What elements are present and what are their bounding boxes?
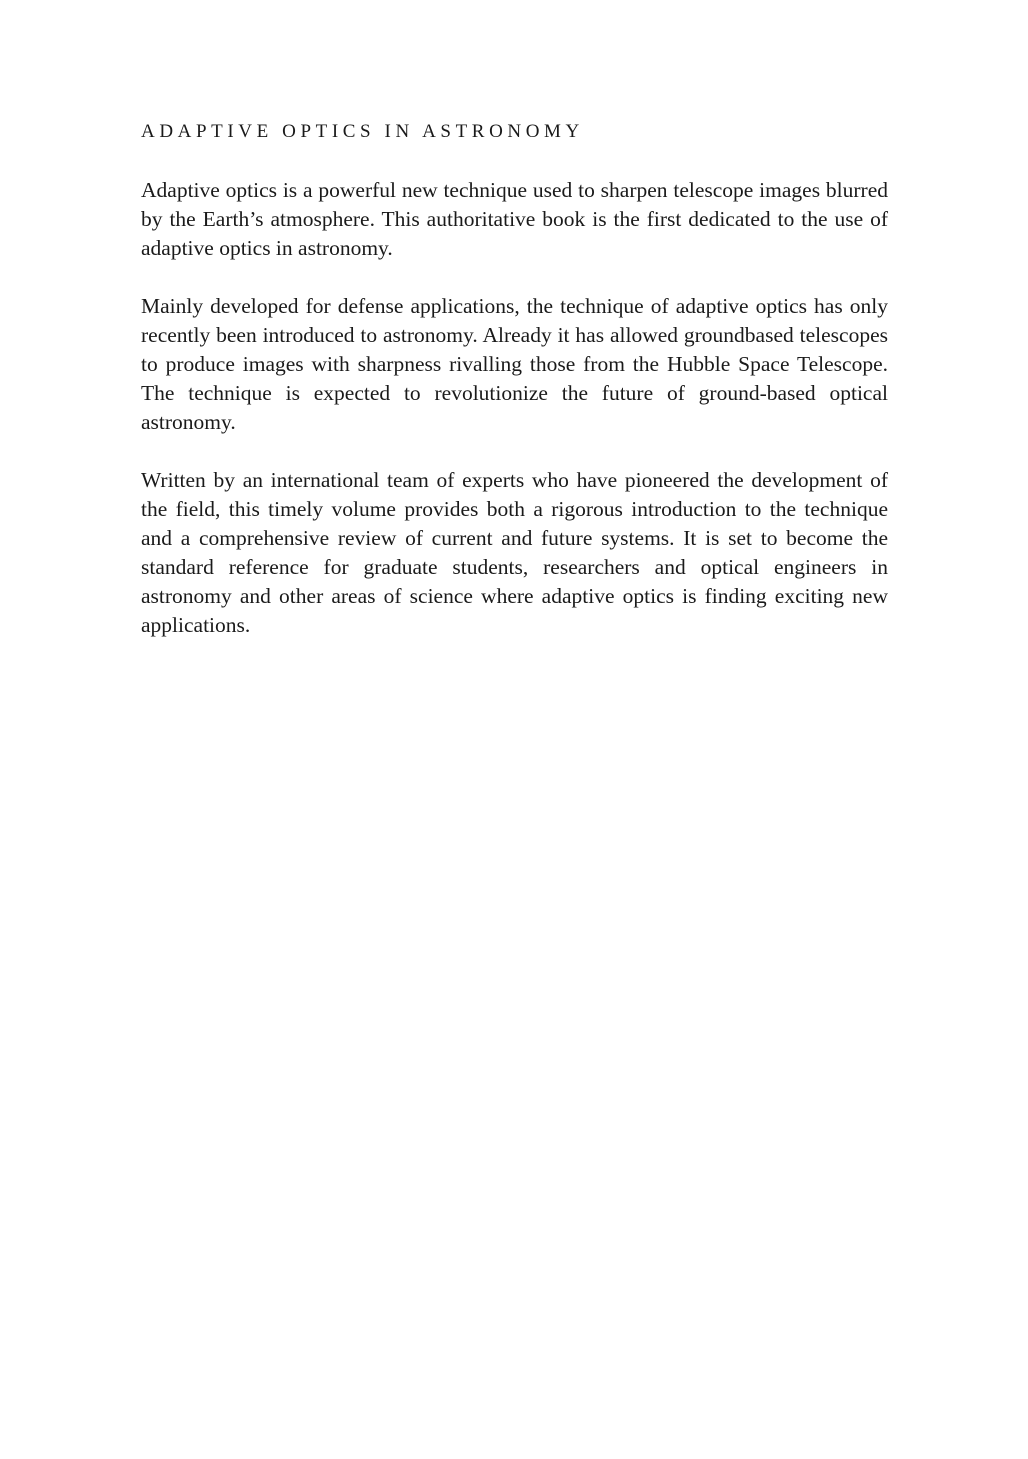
page-title: ADAPTIVE OPTICS IN ASTRONOMY [141,121,584,142]
paragraph: Mainly developed for defense applications, the technique of adaptive optics has only recently been introduced to astronomy. Already it has allowed groundbased telescopes to produce images with sharpness rivalling those from the Hubble Space Telescope. The technique is expected to revolutionize the future of ground-based optical astronomy. [141,294,888,434]
text-block [141,118,888,640]
paragraph: Adaptive optics is a powerful new technique used to sharpen telescope images blurred by the Earth’s atmosphere. This authoritative book is the first dedicated to the use of adaptive optics in astronomy. [141,178,888,260]
paragraph: Written by an international team of experts who have pioneered the development of the field, this timely volume provides both a rigorous introduction to the technique and a comprehensive review of current and future systems. It is set to become the standard reference for graduate students, researchers and optical engineers in astronomy and other areas of science where adaptive optics is finding exciting new applications. [141,468,888,637]
